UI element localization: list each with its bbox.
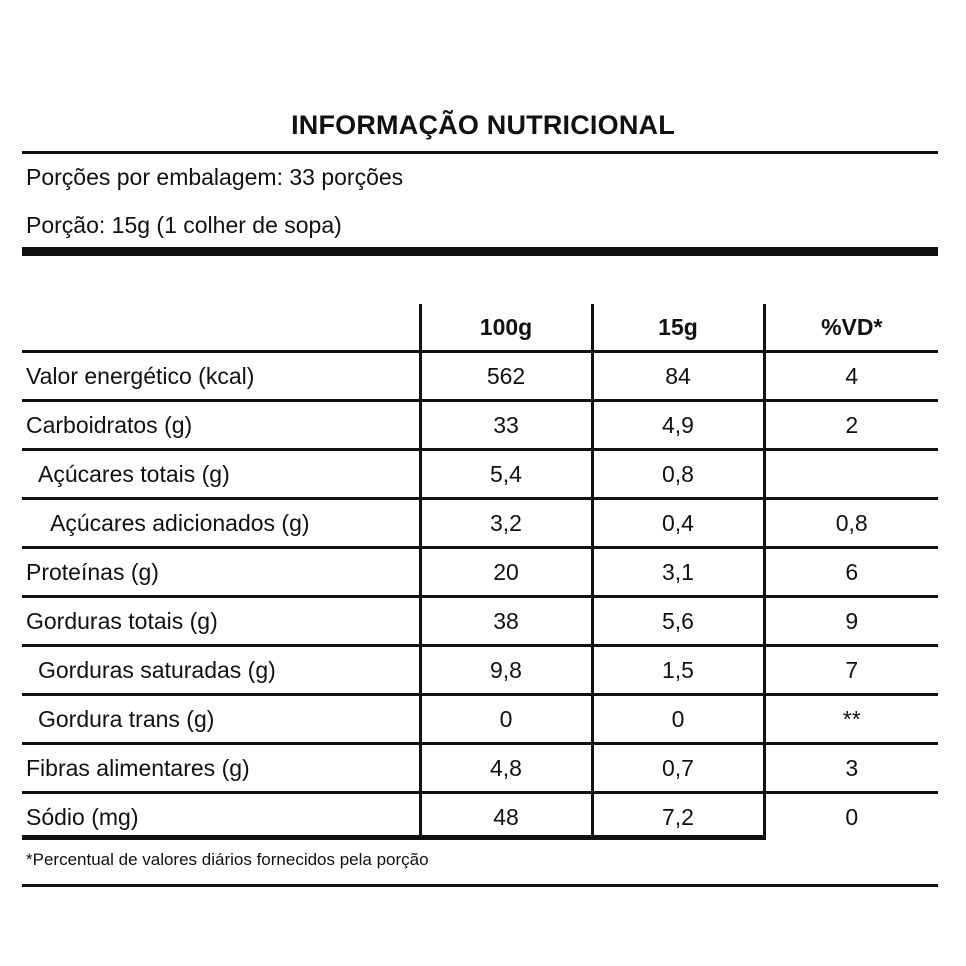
table-bottom-rule xyxy=(22,835,766,840)
thick-divider xyxy=(22,247,938,256)
value-per-100g: 4,8 xyxy=(420,744,592,793)
nutrient-label: Sódio (mg) xyxy=(26,803,139,830)
servings-per-package: Porções por embalagem: 33 porções xyxy=(26,164,404,190)
nutrient-label: Gorduras saturadas (g) xyxy=(22,646,420,695)
value-per-serving: 1,5 xyxy=(592,646,764,695)
value-daily-percent xyxy=(764,450,938,499)
value-per-serving: 0,7 xyxy=(592,744,764,793)
nutrient-label: Gorduras totais (g) xyxy=(22,597,420,646)
title-divider xyxy=(22,151,938,154)
value-per-serving: 84 xyxy=(592,352,764,401)
value-per-100g: 48 xyxy=(420,793,592,841)
table-row xyxy=(22,499,938,548)
value-per-serving: 5,6 xyxy=(592,597,764,646)
value-daily-percent: 0 xyxy=(764,793,938,841)
table-row xyxy=(22,597,938,646)
value-per-100g: 9,8 xyxy=(420,646,592,695)
value-per-serving: 4,9 xyxy=(592,401,764,450)
page-title: INFORMAÇÃO NUTRICIONAL xyxy=(291,110,675,140)
value-per-serving: 0,4 xyxy=(592,499,764,548)
table-row xyxy=(22,548,938,597)
header-per-100g: 100g xyxy=(420,304,592,352)
value-daily-percent: 6 xyxy=(764,548,938,597)
nutrition-table xyxy=(22,304,938,840)
value-per-serving: 0 xyxy=(592,695,764,744)
nutrient-label: Carboidratos (g) xyxy=(22,401,420,450)
value-per-100g: 5,4 xyxy=(420,450,592,499)
nutrient-label: Fibras alimentares (g) xyxy=(22,744,420,793)
value-per-100g: 3,2 xyxy=(420,499,592,548)
value-per-100g: 33 xyxy=(420,401,592,450)
nutrient-label: Gordura trans (g) xyxy=(22,695,420,744)
value-per-serving: 7,2 xyxy=(592,793,764,841)
value-daily-percent: 3 xyxy=(764,744,938,793)
table-row xyxy=(22,695,938,744)
value-per-100g: 38 xyxy=(420,597,592,646)
table-row xyxy=(22,401,938,450)
value-per-serving: 3,1 xyxy=(592,548,764,597)
header-nutrient xyxy=(22,304,420,352)
value-daily-percent: 2 xyxy=(764,401,938,450)
table-row xyxy=(22,450,938,499)
value-per-100g: 0 xyxy=(420,695,592,744)
table-row xyxy=(22,646,938,695)
value-daily-percent: 0,8 xyxy=(764,499,938,548)
value-daily-percent: ** xyxy=(764,695,938,744)
header-per-serving: 15g xyxy=(592,304,764,352)
nutrient-label: Açúcares adicionados (g) xyxy=(22,499,420,548)
footnote: *Percentual de valores diários fornecidos pela porção xyxy=(26,850,429,869)
serving-size: Porção: 15g (1 colher de sopa) xyxy=(26,212,342,238)
value-daily-percent: 7 xyxy=(764,646,938,695)
header-row xyxy=(22,304,938,352)
nutrient-label: Valor energético (kcal) xyxy=(22,352,420,401)
value-daily-percent: 9 xyxy=(764,597,938,646)
nutrient-label: Açúcares totais (g) xyxy=(22,450,420,499)
table-row xyxy=(22,744,938,793)
bottom-divider xyxy=(22,884,938,887)
value-per-100g: 562 xyxy=(420,352,592,401)
nutrient-label: Proteínas (g) xyxy=(22,548,420,597)
value-per-100g: 20 xyxy=(420,548,592,597)
value-daily-percent: 4 xyxy=(764,352,938,401)
value-per-serving: 0,8 xyxy=(592,450,764,499)
table-row xyxy=(22,352,938,401)
header-daily-value: %VD* xyxy=(764,304,938,352)
table-row xyxy=(22,793,938,841)
